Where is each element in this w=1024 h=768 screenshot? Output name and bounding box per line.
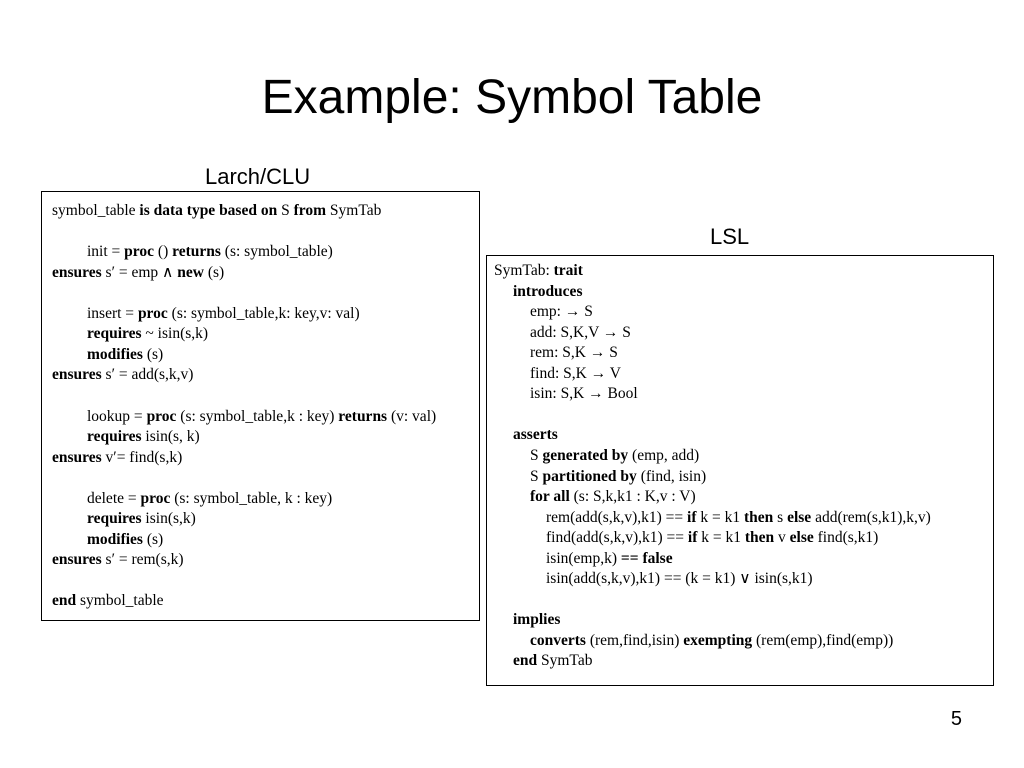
code-line — [87, 509, 196, 529]
keyword: returns — [338, 407, 388, 425]
keyword: == false — [620, 549, 673, 567]
code-text: (rem,find,isin) — [585, 631, 684, 649]
code-line — [87, 407, 436, 427]
code-line — [530, 343, 618, 363]
keyword: if — [687, 529, 698, 547]
keyword: end — [513, 652, 538, 670]
code-line — [52, 550, 184, 570]
slide-title: Example: Symbol Table — [261, 71, 763, 124]
code-line — [87, 489, 332, 509]
keyword: ensures — [52, 448, 102, 466]
code-text: (rem(emp),find(emp)) — [752, 631, 894, 649]
code-line — [530, 364, 621, 384]
code-text: SymTab: — [494, 262, 554, 279]
code-text: (s: symbol_table) — [220, 243, 333, 261]
code-text: find: S,K → V — [530, 364, 622, 382]
code-text: insert = — [87, 304, 138, 322]
keyword: if — [687, 508, 697, 526]
code-text: isin(emp,k) — [546, 549, 621, 567]
keyword: else — [787, 508, 812, 526]
keyword: converts — [530, 631, 586, 649]
keyword: modifies — [87, 345, 143, 363]
code-line — [546, 528, 878, 548]
code-line — [513, 425, 558, 445]
code-line — [530, 446, 699, 466]
code-text: emp: → S — [530, 303, 593, 321]
keyword: is data type based on — [139, 202, 278, 219]
code-line — [87, 427, 200, 447]
code-text: symbol_table — [52, 202, 140, 219]
code-text: S — [277, 202, 294, 219]
code-text: (emp, add) — [628, 446, 700, 464]
keyword: introduces — [513, 282, 583, 300]
keyword: trait — [553, 262, 583, 279]
keyword: requires — [87, 325, 142, 343]
keyword: implies — [513, 611, 561, 629]
code-line — [530, 302, 593, 322]
code-text: (s) — [142, 530, 164, 548]
code-line — [530, 323, 631, 343]
keyword: ensures — [52, 263, 102, 281]
keyword: requires — [87, 510, 142, 528]
code-text: (s: S,k,k1 : K,v : V) — [569, 488, 696, 506]
code-text: (s: symbol_table, k : key) — [170, 489, 333, 507]
keyword: ensures — [52, 366, 102, 384]
keyword: returns — [172, 243, 221, 261]
keyword: partitioned by — [542, 467, 637, 485]
code-text: (v: val) — [387, 407, 437, 425]
larch-clu-code-box — [41, 191, 480, 621]
code-line — [52, 591, 164, 611]
code-text: k = k1 — [696, 508, 744, 526]
keyword: generated by — [542, 446, 629, 464]
keyword: then — [743, 508, 774, 526]
code-text: S — [530, 446, 543, 464]
code-text: (find, isin) — [636, 467, 707, 485]
code-line — [87, 242, 333, 262]
code-line — [530, 487, 696, 507]
page-number: 5 — [950, 708, 962, 730]
code-text: () — [154, 243, 173, 261]
code-text: init = — [87, 243, 125, 261]
code-line — [530, 467, 706, 487]
code-text: v — [774, 529, 790, 547]
keyword: new — [177, 263, 204, 281]
code-text: s′ = rem(s,k) — [101, 551, 184, 569]
code-text: lookup = — [87, 407, 147, 425]
keyword: end — [52, 592, 77, 610]
code-line — [530, 384, 638, 404]
code-line — [87, 304, 360, 324]
code-text: s — [773, 508, 788, 526]
keyword: modifies — [87, 530, 143, 548]
keyword: else — [789, 529, 814, 547]
code-line — [87, 530, 163, 550]
code-line — [52, 365, 193, 385]
keyword: requires — [87, 428, 142, 446]
lsl-code-box — [486, 255, 994, 686]
code-text: find(add(s,k,v),k1) == — [546, 529, 688, 547]
keyword: proc — [146, 407, 177, 425]
code-text: s′ = add(s,k,v) — [101, 366, 194, 384]
code-text: (s: symbol_table,k: key,v: val) — [167, 304, 360, 322]
code-text: rem: S,K → S — [530, 344, 618, 362]
keyword: asserts — [513, 426, 558, 444]
code-line — [87, 324, 208, 344]
keyword: from — [293, 202, 327, 219]
code-text: symbol_table — [76, 592, 164, 610]
code-line — [513, 282, 582, 302]
code-text: S — [530, 467, 543, 485]
code-text: find(s,k1) — [813, 529, 879, 547]
code-text: v′= find(s,k) — [101, 448, 183, 466]
keyword: proc — [137, 304, 168, 322]
keyword: ensures — [52, 551, 102, 569]
code-text: rem(add(s,k,v),k1) == — [546, 508, 688, 526]
larch-clu-caption: Larch/CLU — [205, 164, 311, 189]
code-line — [513, 610, 560, 630]
code-text: isin(add(s,k,v),k1) == (k = k1) ∨ isin(s,k1) — [546, 570, 813, 588]
code-text: (s) — [142, 345, 164, 363]
keyword: exempting — [683, 631, 753, 649]
code-line — [530, 631, 893, 651]
code-text: SymTab — [537, 652, 593, 670]
code-line — [52, 263, 224, 283]
code-text: SymTab — [326, 202, 382, 219]
code-text: delete = — [87, 489, 141, 507]
code-line — [546, 508, 931, 528]
code-text: ~ isin(s,k) — [141, 325, 209, 343]
code-line — [494, 261, 583, 281]
code-text: isin(s,k) — [141, 510, 196, 528]
code-line — [546, 569, 813, 589]
code-text: (s) — [203, 263, 225, 281]
code-text: s′ = emp ∧ — [101, 263, 178, 281]
code-line — [87, 345, 163, 365]
code-text: isin: S,K → Bool — [530, 385, 638, 403]
keyword: for all — [530, 488, 570, 506]
keyword: then — [744, 529, 775, 547]
code-text: k = k1 — [697, 529, 745, 547]
code-line — [546, 549, 673, 569]
code-text: add(rem(s,k1),k,v) — [811, 508, 931, 526]
code-text: isin(s, k) — [141, 428, 200, 446]
code-text: (s: symbol_table,k : key) — [176, 407, 339, 425]
code-line — [52, 201, 381, 221]
keyword: proc — [124, 243, 155, 261]
code-line — [513, 651, 592, 671]
code-line — [52, 448, 182, 468]
lsl-caption: LSL — [710, 224, 750, 249]
code-text: add: S,K,V → S — [530, 323, 631, 341]
keyword: proc — [140, 489, 171, 507]
